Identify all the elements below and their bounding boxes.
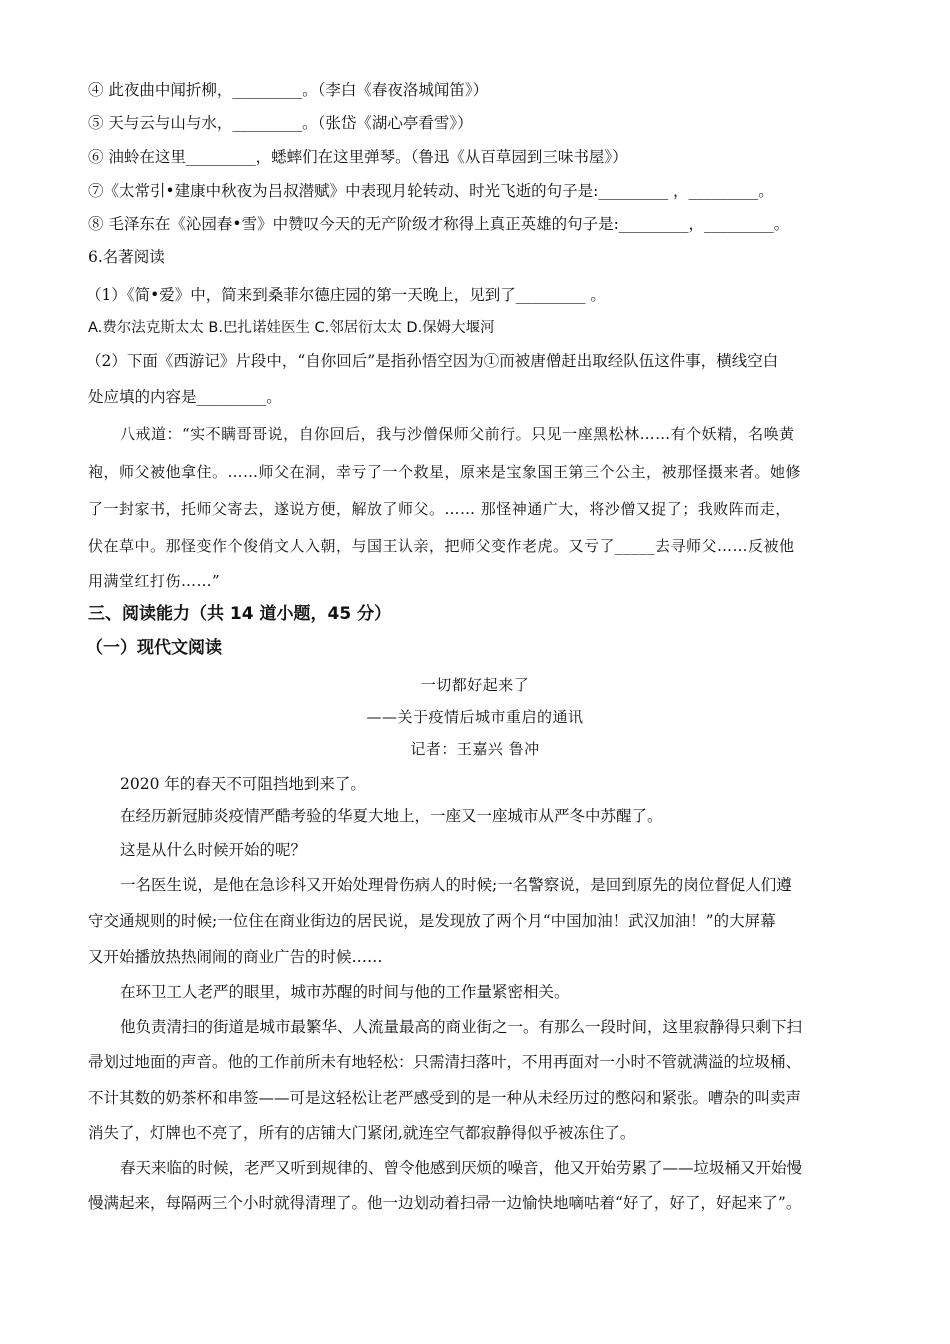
section-heading: 三、阅读能力（共 14 道小题，45 分）	[88, 604, 392, 624]
article-paragraph-line: 又开始播放热热闹闹的商业广告的时候……	[88, 948, 383, 966]
excerpt-line: 了一封家书，托师父寄去，遂说方便，解放了师父。…… 那怪神通广大，将沙僧又捉了；我败阵而走，	[88, 500, 791, 518]
article-paragraph-line: 2020 年的春天不可阻挡地到来了。	[120, 775, 366, 793]
article-paragraph-line: 他负责清扫的街道是城市最繁华、人流量最高的商业街之一。有那么一段时间，这里寂静得只剩下扫	[120, 1018, 803, 1036]
article-paragraph-line: 在环卫工人老严的眼里，城市苏醒的时间与他的工作量紧密相关。	[120, 983, 570, 1001]
article-byline: 记者：王嘉兴 鲁冲	[410, 740, 540, 758]
article-title: 一切都好起来了	[420, 676, 530, 694]
article-paragraph-line: 不计其数的奶茶杯和串签——可是这轻松让老严感受到的是一种从未经历过的憋闷和紧张。嘈杂的叫卖声	[88, 1089, 802, 1107]
article-paragraph-line: 在经历新冠肺炎疫情严酷考验的华夏大地上，一座又一座城市从严冬中苏醒了。	[120, 807, 663, 825]
article-subtitle: ——关于疫情后城市重启的通讯	[366, 708, 584, 726]
fill-in-question-8: ⑧ 毛泽东在《沁园春•雪》中赞叹今天的无产阶级才称得上真正英雄的句子是:_________，_________。	[88, 215, 790, 233]
fill-in-question-7: ⑦《太常引•建康中秋夜为吕叔潜赋》中表现月轮转动、时光飞逝的句子是:_________ ，_________。	[88, 182, 774, 200]
classics-question-1: （1）《简•爱》中，简来到桑菲尔德庄园的第一天晚上，见到了_________ 。	[86, 286, 606, 304]
fill-in-question-6: ⑥ 油蛉在这里_________，蟋蟀们在这里弹琴。（鲁迅《从百草园到三味书屋》）	[88, 148, 628, 166]
classics-question-1-options: A.费尔法克斯太太 B.巴扎诺娃医生 C.邻居衍太太 D.保姆大堰河	[88, 320, 495, 336]
article-paragraph-line: 帚划过地面的声音。他的工作前所未有地轻松：只需清扫落叶，不用再面对一小时不管就满溢的垃圾桶、	[88, 1053, 802, 1071]
excerpt-line: 袍，师父被他拿住。……师父在洞，幸亏了一个救星，原来是宝象国王第三个公主，被那怪摄来者。她修	[88, 463, 802, 481]
article-paragraph-line: 一名医生说，是他在急诊科又开始处理骨伤病人的时候;一名警察说，是回到原先的岗位督促人们遵	[120, 876, 792, 894]
fill-in-question-5: ⑤ 天与云与山与水，_________。（张岱《湖心亭看雪》）	[88, 114, 473, 132]
classics-question-2-line-1: （2）下面《西游记》片段中，“自你回后”是指孙悟空因为①而被唐僧赶出取经队伍这件事，横线空白	[86, 352, 779, 370]
classics-question-2-line-2: 处应填的内容是_________。	[88, 388, 282, 406]
sub-heading: （一）现代文阅读	[86, 638, 222, 658]
article-paragraph-line: 守交通规则的时候;一位住在商业街边的居民说，是发现放了两个月“中国加油！武汉加油！”的大屏幕	[88, 912, 776, 930]
excerpt-line: 用满堂红打伤……”	[88, 572, 221, 590]
excerpt-line: 八戒道：“实不瞒哥哥说，自你回后，我与沙僧保师父前行。只见一座黑松林……有个妖精，名唤黄	[120, 425, 795, 443]
excerpt-line: 伏在草中。那怪变作个俊俏文人入朝，与国王认亲，把师父变作老虎。又亏了_____去寻师父……反被他	[88, 537, 795, 555]
article-paragraph-line: 消失了，灯牌也不亮了，所有的店铺大门紧闭,就连空气都寂静得似乎被冻住了。	[88, 1124, 636, 1142]
fill-in-question-4: ④ 此夜曲中闻折柳，_________。（李白《春夜洛城闻笛》）	[88, 81, 489, 99]
article-paragraph-line: 这是从什么时候开始的呢？	[120, 841, 307, 859]
article-paragraph-line: 慢满起来，每隔两三个小时就得清理了。他一边划动着扫帚一边愉快地嘀咕着“好了，好了，好起来了”。	[88, 1194, 802, 1212]
article-paragraph-line: 春天来临的时候，老严又听到规律的、曾令他感到厌烦的噪音，他又开始劳累了——垃圾桶又开始慢	[120, 1159, 803, 1177]
classics-section-title: 6.名著阅读	[88, 248, 165, 266]
